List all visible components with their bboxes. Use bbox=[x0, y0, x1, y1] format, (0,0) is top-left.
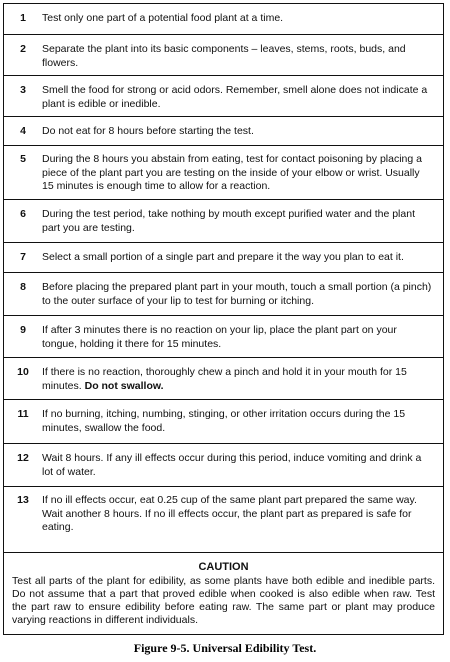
step-number: 7 bbox=[20, 251, 26, 263]
step-text: Separate the plant into its basic components – leaves, stems, roots, buds, and flowers. bbox=[42, 43, 406, 69]
step-number: 11 bbox=[17, 408, 29, 420]
step-number: 8 bbox=[20, 281, 26, 293]
step-row bbox=[4, 243, 443, 273]
step-row bbox=[4, 76, 443, 117]
step-number: 13 bbox=[17, 494, 29, 506]
step-text: Select a small portion of a single part and prepare it the way you plan to eat it. bbox=[42, 251, 404, 263]
step-text: Smell the food for strong or acid odors. Remember, smell alone does not indicate a plant is edible or inedible. bbox=[42, 84, 428, 110]
step-number: 5 bbox=[20, 153, 26, 165]
step-row bbox=[4, 487, 443, 553]
step-number: 3 bbox=[20, 84, 26, 96]
step-row bbox=[4, 146, 443, 200]
step-number: 2 bbox=[20, 43, 26, 55]
step-row bbox=[4, 117, 443, 146]
step-number: 6 bbox=[20, 208, 26, 220]
step-text: During the test period, take nothing by mouth except purified water and the plant part you are testing. bbox=[42, 208, 415, 234]
step-row bbox=[4, 316, 443, 358]
step-number: 4 bbox=[20, 125, 26, 137]
caution-title: CAUTION bbox=[198, 561, 249, 573]
step-text: If after 3 minutes there is no reaction on your lip, place the plant part on your tongue, holding it there for 15 minutes. bbox=[42, 324, 397, 350]
step-row bbox=[4, 358, 443, 400]
caution-box bbox=[4, 553, 443, 634]
step-row bbox=[4, 400, 443, 444]
step-text: Test only one part of a potential food plant at a time. bbox=[42, 12, 284, 24]
figure-caption: Figure 9-5. Universal Edibility Test. bbox=[133, 641, 317, 655]
step-text-main: If there is no reaction, thoroughly chew a pinch and hold it in your mouth for 15 minutes. bbox=[42, 366, 407, 392]
step-text bbox=[42, 366, 433, 393]
step-text: If no burning, itching, numbing, stinging, or other irritation occurs during the 15 minutes, swallow the food. bbox=[42, 408, 406, 434]
step-number: 12 bbox=[17, 452, 29, 464]
edibility-test-table bbox=[3, 3, 444, 635]
step-number: 10 bbox=[17, 366, 29, 378]
step-row bbox=[4, 4, 443, 35]
step-row bbox=[4, 200, 443, 243]
step-number: 1 bbox=[20, 12, 26, 24]
step-text: Before placing the prepared plant part in your mouth, touch a small portion (a pinch) to the outer surface of your lip to test for burning or itching. bbox=[42, 281, 432, 307]
caution-text: Test all parts of the plant for edibility, as some plants have both edible and inedible parts. Do not assume that a part that proved edible when cooked is also edible when raw. Test the part raw to ensure edibility before eating raw. The same part or plant may produce varying reactions in different individuals. bbox=[12, 575, 435, 626]
step-emphasis: Do not swallow. bbox=[84, 379, 164, 392]
step-text: If no ill effects occur, eat 0.25 cup of the same plant part prepared the same way. Wait another 8 hours. If no ill effects occur, the plant part as prepared is safe for eating. bbox=[42, 494, 417, 533]
step-text: During the 8 hours you abstain from eating, test for contact poisoning by placing a piece of the plant part you are testing on the inside of your elbow or wrist. Usually 15 minutes is enough time to allow for a reaction. bbox=[42, 153, 422, 192]
step-text: Do not eat for 8 hours before starting the test. bbox=[42, 125, 254, 137]
step-number: 9 bbox=[20, 324, 26, 336]
step-row bbox=[4, 273, 443, 316]
step-row bbox=[4, 444, 443, 487]
step-row bbox=[4, 35, 443, 76]
step-text: Wait 8 hours. If any ill effects occur during this period, induce vomiting and drink a lot of water. bbox=[42, 452, 422, 478]
